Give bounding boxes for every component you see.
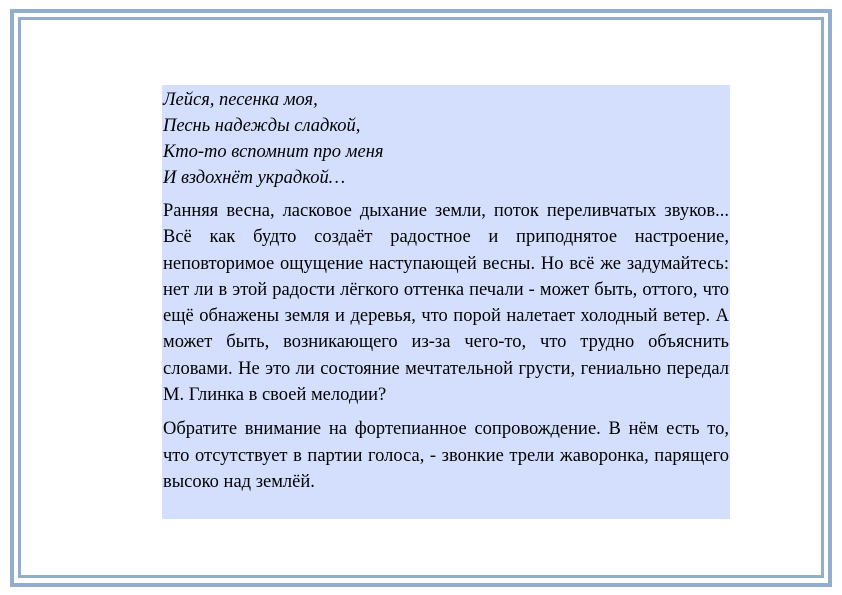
poem-line: Кто-то вспомнит про меня <box>163 142 384 162</box>
text-box <box>162 85 730 519</box>
paragraph-spring-description: Ранняя весна, ласковое дыхание земли, поток переливчатых звуков... Всё как будто создаёт радостное и приподнятое настроение, неповторимое ощущение наступающей весны. Но всё же задумайтесь: нет ли в этой радости лёгкого оттенка печали - может быть, оттого, что ещё обнажены земля и деревья, что порой налетает холодный ветер. А может быть, возникающего из-за чего-то, что трудно объяснить словами. Не это ли состояние мечтательной грусти, гениально передал М. Глинка в своей мелодии? <box>163 201 729 406</box>
paragraph-piano-accompaniment: Обратите внимание на фортепианное сопровождение. В нём есть то, что отсутствует в партии голоса, - звонкие трели жаворонка, парящего высоко над землёй. <box>163 419 729 492</box>
poem-line: Лейся, песенка моя, <box>163 90 318 110</box>
poem-line: И вздохнёт украдкой… <box>163 168 346 188</box>
poem-epigraph <box>163 87 729 191</box>
poem-line: Песнь надежды сладкой, <box>163 116 361 136</box>
